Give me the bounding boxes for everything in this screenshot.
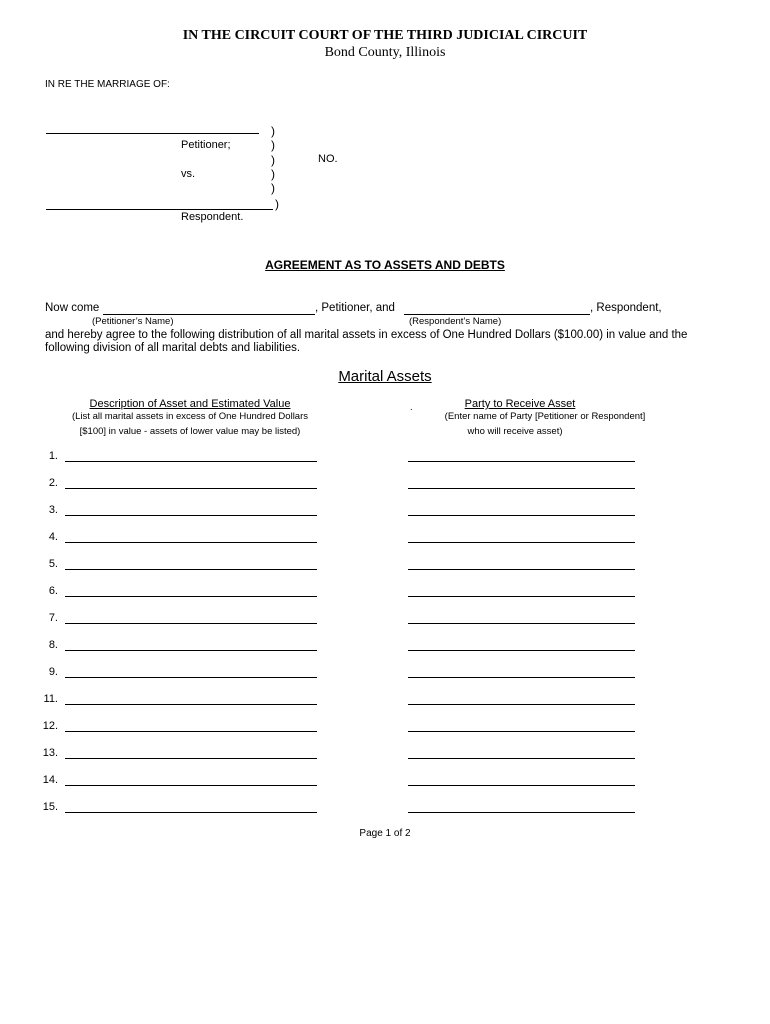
page-number: Page 1 of 2 — [359, 828, 411, 839]
asset-party-field[interactable] — [408, 758, 635, 759]
asset-row-number: 6. — [48, 585, 58, 597]
party-column-note-2: who will receive asset) — [467, 426, 563, 437]
asset-row-number: 3. — [48, 504, 58, 516]
asset-description-field[interactable] — [65, 731, 317, 732]
caption-paren-1: ) — [271, 124, 275, 138]
court-title: IN THE CIRCUIT COURT OF THE THIRD JUDICIAL CIRCUIT — [182, 28, 588, 43]
petitioner-label: Petitioner; — [181, 139, 231, 151]
petitioner-name-field[interactable] — [46, 133, 259, 134]
asset-row-number: 8. — [48, 639, 58, 651]
asset-row-number: 2. — [48, 477, 58, 489]
asset-row-number: 4. — [48, 531, 58, 543]
agreement-respondent-name-field[interactable] — [404, 314, 590, 315]
now-come-text: Now come — [45, 302, 100, 314]
asset-description-field[interactable] — [65, 569, 317, 570]
asset-row-number: 7. — [48, 612, 58, 624]
asset-row-number: 1. — [48, 450, 58, 462]
asset-party-field[interactable] — [408, 461, 635, 462]
asset-party-field[interactable] — [408, 515, 635, 516]
party-column-note-1: (Enter name of Party [Petitioner or Respondent] — [444, 411, 646, 422]
asset-description-field[interactable] — [65, 488, 317, 489]
asset-description-field[interactable] — [65, 515, 317, 516]
asset-party-field[interactable] — [408, 542, 635, 543]
marital-assets-title: Marital Assets — [338, 368, 432, 385]
county-name: Bond County, Illinois — [324, 45, 446, 60]
asset-row-number: 12. — [42, 720, 58, 732]
respondent-name-field[interactable] — [46, 209, 273, 210]
respondent-suffix-text: , Respondent, — [590, 302, 662, 314]
asset-row-number: 5. — [48, 558, 58, 570]
agreement-body-line-2: following division of all marital debts and liabilities. — [45, 342, 301, 354]
asset-row-number: 14. — [42, 774, 58, 786]
asset-description-field[interactable] — [65, 596, 317, 597]
agreement-title: AGREEMENT AS TO ASSETS AND DEBTS — [265, 258, 505, 272]
petitioner-name-hint: (Petitioner’s Name) — [92, 316, 174, 327]
asset-party-field[interactable] — [408, 650, 635, 651]
caption-paren-4: ) — [271, 167, 275, 181]
asset-party-field[interactable] — [408, 731, 635, 732]
caption-paren-3: ) — [271, 153, 275, 167]
asset-description-field[interactable] — [65, 704, 317, 705]
asset-description-field[interactable] — [65, 461, 317, 462]
asset-row-number: 13. — [42, 747, 58, 759]
agreement-body-line-1: and hereby agree to the following distribution of all marital assets in excess of One Hundred Dollars ($100.00) in value and the — [45, 329, 688, 341]
party-column-header: Party to Receive Asset — [464, 398, 576, 410]
asset-row-number: 9. — [48, 666, 58, 678]
asset-description-field[interactable] — [65, 758, 317, 759]
asset-description-field[interactable] — [65, 650, 317, 651]
asset-party-field[interactable] — [408, 596, 635, 597]
asset-party-field[interactable] — [408, 677, 635, 678]
description-column-note-1: (List all marital assets in excess of One Hundred Dollars — [71, 411, 308, 422]
caption-paren-6: ) — [275, 197, 279, 211]
versus-label: vs. — [181, 168, 196, 180]
asset-description-field[interactable] — [65, 677, 317, 678]
asset-party-field[interactable] — [408, 623, 635, 624]
asset-description-field[interactable] — [65, 542, 317, 543]
asset-party-field[interactable] — [408, 785, 635, 786]
asset-party-field[interactable] — [408, 704, 635, 705]
asset-description-field[interactable] — [65, 812, 317, 813]
asset-row-number: 15. — [42, 801, 58, 813]
caption-paren-2: ) — [271, 138, 275, 152]
asset-party-field[interactable] — [408, 569, 635, 570]
asset-description-field[interactable] — [65, 623, 317, 624]
case-number-label: NO. — [318, 153, 338, 165]
asset-description-field[interactable] — [65, 785, 317, 786]
description-column-header: Description of Asset and Estimated Value — [89, 398, 291, 410]
asset-row-number: 11. — [43, 693, 58, 705]
description-column-note-2: [$100] in value - assets of lower value may be listed) — [79, 426, 301, 437]
respondent-label: Respondent. — [181, 211, 244, 223]
agreement-petitioner-name-field[interactable] — [103, 314, 315, 315]
caption-paren-5: ) — [271, 181, 275, 195]
asset-party-field[interactable] — [408, 488, 635, 489]
asset-party-field[interactable] — [408, 812, 635, 813]
stray-dot: . — [410, 402, 413, 413]
in-re-label: IN RE THE MARRIAGE OF: — [45, 79, 170, 90]
petitioner-and-text: , Petitioner, and — [315, 302, 395, 314]
respondent-name-hint: (Respondent’s Name) — [409, 316, 502, 327]
